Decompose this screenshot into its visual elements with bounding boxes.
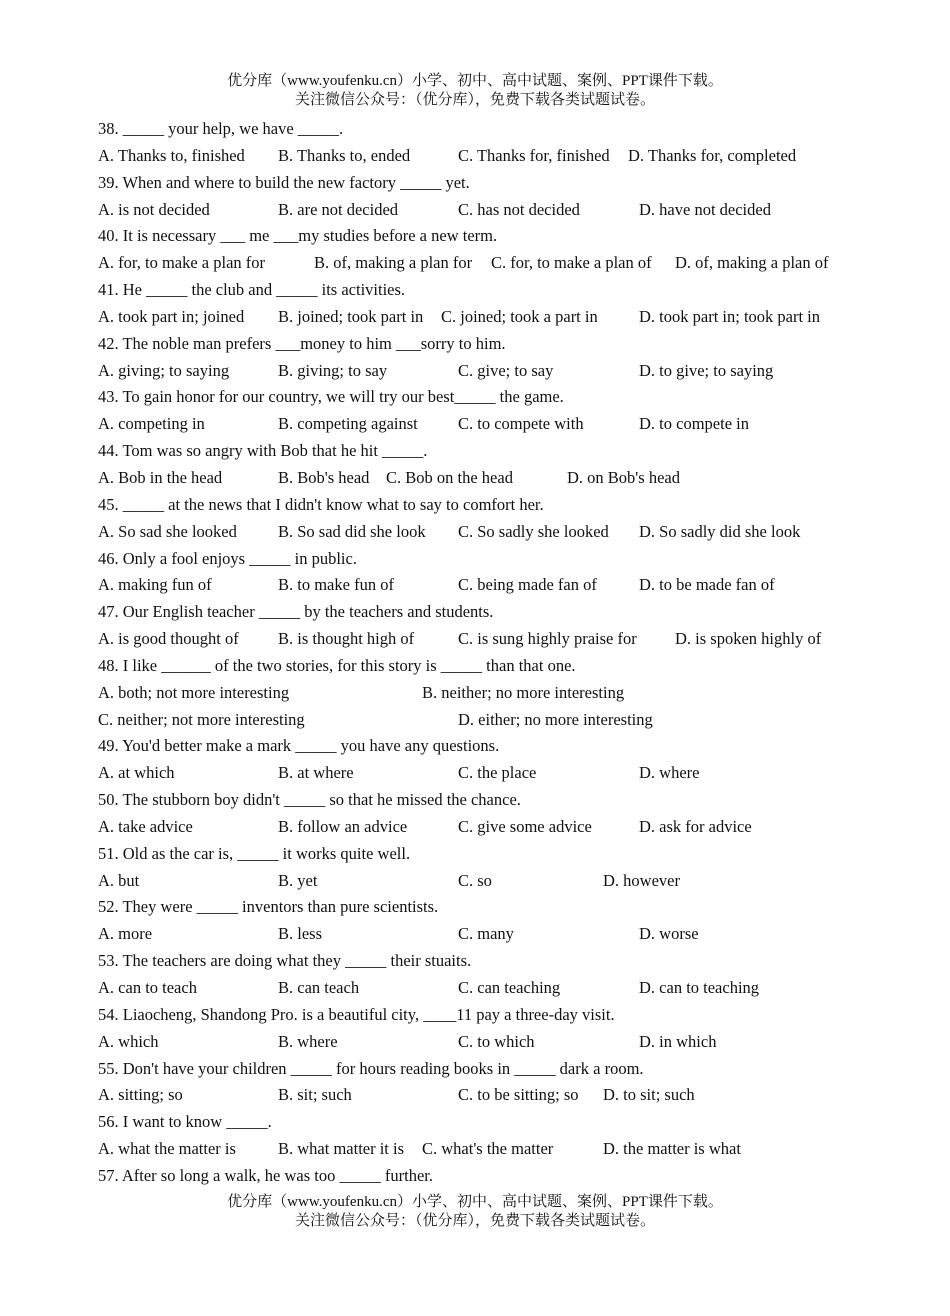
option-d: D. to be made fan of xyxy=(639,575,775,595)
option-b: B. to make fun of xyxy=(278,575,394,595)
question-stem: 50. The stubborn boy didn't _____ so that he missed the chance. xyxy=(98,790,521,810)
option-d: D. to sit; such xyxy=(603,1085,695,1105)
option-row xyxy=(98,680,898,707)
footer-line-2: 关注微信公众号：（优分库），免费下载各类试题试卷。 xyxy=(294,1213,655,1229)
option-row xyxy=(98,572,898,599)
option-d: D. in which xyxy=(639,1031,717,1051)
option-row xyxy=(98,465,898,492)
option-b: B. Bob's head xyxy=(278,467,370,487)
option-c: C. so xyxy=(458,870,492,890)
page-header xyxy=(0,72,950,110)
option-c: C. for, to make a plan of xyxy=(491,253,652,273)
option-c: C. joined; took a part in xyxy=(441,306,598,326)
option-c: C. has not decided xyxy=(458,199,580,219)
option-row xyxy=(98,519,898,546)
question-stem: 52. They were _____ inventors than pure scientists. xyxy=(98,897,439,917)
question-list xyxy=(98,116,898,1190)
option-a: A. giving; to saying xyxy=(98,360,230,380)
option-d: D. on Bob's head xyxy=(567,467,680,487)
option-b: B. sit; such xyxy=(278,1085,352,1105)
option-b: B. are not decided xyxy=(278,199,399,219)
option-b: B. follow an advice xyxy=(278,816,408,836)
option-a: A. sitting; so xyxy=(98,1085,183,1105)
option-row xyxy=(98,143,898,170)
option-a: A. is not decided xyxy=(98,199,210,219)
option-d: D. have not decided xyxy=(639,199,771,219)
option-a: A. competing in xyxy=(98,414,205,434)
option-row xyxy=(98,975,898,1002)
option-d: D. can to teaching xyxy=(639,978,760,997)
question-stem: 43. To gain honor for our country, we will try our best_____ the game. xyxy=(98,387,564,407)
question-stem: 51. Old as the car is, _____ it works quite well. xyxy=(98,843,411,863)
option-row xyxy=(98,411,898,438)
question-stem: 49. You'd better make a mark _____ you have any questions. xyxy=(98,736,500,756)
question-stem: 53. The teachers are doing what they _____ their stuaits. xyxy=(98,951,472,971)
option-b: B. can teach xyxy=(278,978,360,997)
option-a: A. at which xyxy=(98,763,175,783)
option-d: D. to compete in xyxy=(639,414,749,434)
option-a: A. So sad she looked xyxy=(98,521,237,541)
question-stem: 45. _____ at the news that I didn't know what to say to comfort her. xyxy=(98,494,544,514)
question-stem: 41. He _____ the club and _____ its activities. xyxy=(98,280,406,300)
option-c: C. can teaching xyxy=(458,978,561,997)
question-stem: 38. _____ your help, we have _____. xyxy=(98,119,344,138)
option-a: A. took part in; joined xyxy=(98,306,245,326)
option-c: C. being made fan of xyxy=(458,575,597,595)
option-row xyxy=(98,921,898,948)
option-d: D. to give; to saying xyxy=(639,360,774,380)
option-b: B. what matter it is xyxy=(278,1139,405,1159)
option-a: A. but xyxy=(98,870,140,890)
option-a: A. for, to make a plan for xyxy=(98,253,266,273)
option-row xyxy=(98,250,898,277)
option-d: D. either; no more interesting xyxy=(458,709,653,729)
option-b: B. giving; to say xyxy=(278,360,388,380)
option-a: A. both; not more interesting xyxy=(98,682,290,702)
question-stem: 42. The noble man prefers ___money to him ___sorry to him. xyxy=(98,333,506,353)
option-row xyxy=(98,358,898,385)
option-row xyxy=(98,760,898,787)
option-b: B. joined; took part in xyxy=(278,306,424,326)
option-c: C. So sadly she looked xyxy=(458,521,609,541)
option-c: C. neither; not more interesting xyxy=(98,709,305,729)
header-line-2: 关注微信公众号：（优分库），免费下载各类试题试卷。 xyxy=(294,92,655,108)
question-stem: 47. Our English teacher _____ by the teachers and students. xyxy=(98,602,494,622)
option-a: A. take advice xyxy=(98,816,193,836)
option-a: A. more xyxy=(98,924,153,944)
option-row xyxy=(98,868,898,895)
question-stem: 40. It is necessary ___ me ___my studies before a new term. xyxy=(98,226,498,246)
question-stem: 39. When and where to build the new factory _____ yet. xyxy=(98,172,470,192)
option-d: D. So sadly did she look xyxy=(639,521,801,541)
option-row xyxy=(98,304,898,331)
option-b: B. neither; no more interesting xyxy=(422,682,625,702)
question-stem: 55. Don't have your children _____ for hours reading books in _____ dark a room. xyxy=(98,1058,644,1078)
option-c: C. Thanks for, finished xyxy=(458,145,610,165)
option-b: B. So sad did she look xyxy=(278,521,426,541)
page-footer xyxy=(0,1193,950,1231)
option-c: C. many xyxy=(458,924,514,944)
option-c: C. to be sitting; so xyxy=(458,1085,579,1105)
option-b: B. Thanks to, ended xyxy=(278,145,411,165)
question-stem: 57. After so long a walk, he was too _____ further. xyxy=(98,1165,433,1185)
option-c: C. to which xyxy=(458,1031,535,1051)
option-c: C. Bob on the head xyxy=(386,467,513,487)
question-stem: 56. I want to know _____. xyxy=(98,1112,272,1132)
option-b: B. competing against xyxy=(278,414,418,434)
option-b: B. is thought high of xyxy=(278,629,415,649)
option-b: B. where xyxy=(278,1031,338,1051)
option-row xyxy=(98,1136,898,1163)
option-b: B. less xyxy=(278,924,323,944)
option-c: C. give; to say xyxy=(458,360,554,380)
option-b: B. at where xyxy=(278,763,354,783)
question-stem: 48. I like ______ of the two stories, for this story is _____ than that one. xyxy=(98,655,576,675)
option-a: A. can to teach xyxy=(98,978,197,997)
header-line-1: 优分库（www.youfenku.cn）小学、初中、高中试题、案例、PPT课件下载。 xyxy=(227,73,723,89)
option-row xyxy=(98,1029,898,1056)
option-a: A. Bob in the head xyxy=(98,467,223,487)
option-row xyxy=(98,1082,898,1109)
option-d: D. worse xyxy=(639,924,699,944)
option-d: D. the matter is what xyxy=(603,1139,741,1159)
option-b: B. yet xyxy=(278,870,318,890)
option-a: A. is good thought of xyxy=(98,629,239,649)
option-row xyxy=(98,707,898,734)
option-a: A. Thanks to, finished xyxy=(98,145,245,165)
option-row xyxy=(98,814,898,841)
question-stem: 44. Tom was so angry with Bob that he hit _____. xyxy=(98,441,428,461)
option-a: A. what the matter is xyxy=(98,1139,236,1159)
option-c: C. the place xyxy=(458,763,537,783)
option-row xyxy=(98,626,898,653)
option-row xyxy=(98,197,898,224)
option-d: D. however xyxy=(603,870,680,890)
option-c: C. what's the matter xyxy=(422,1139,554,1159)
option-d: D. of, making a plan of xyxy=(675,253,829,273)
option-d: D. where xyxy=(639,763,700,783)
option-d: D. ask for advice xyxy=(639,816,752,836)
option-c: C. give some advice xyxy=(458,816,592,836)
option-a: A. making fun of xyxy=(98,575,212,595)
option-c: C. to compete with xyxy=(458,414,584,434)
option-d: D. Thanks for, completed xyxy=(628,145,797,165)
question-stem: 54. Liaocheng, Shandong Pro. is a beautiful city, ____11 pay a three-day visit. xyxy=(98,1004,615,1024)
option-d: D. took part in; took part in xyxy=(639,306,821,326)
question-stem: 46. Only a fool enjoys _____ in public. xyxy=(98,548,357,568)
footer-line-1: 优分库（www.youfenku.cn）小学、初中、高中试题、案例、PPT课件下载。 xyxy=(227,1194,723,1210)
option-a: A. which xyxy=(98,1031,159,1051)
option-c: C. is sung highly praise for xyxy=(458,629,637,649)
option-d: D. is spoken highly of xyxy=(675,629,822,649)
option-b: B. of, making a plan for xyxy=(314,253,473,273)
